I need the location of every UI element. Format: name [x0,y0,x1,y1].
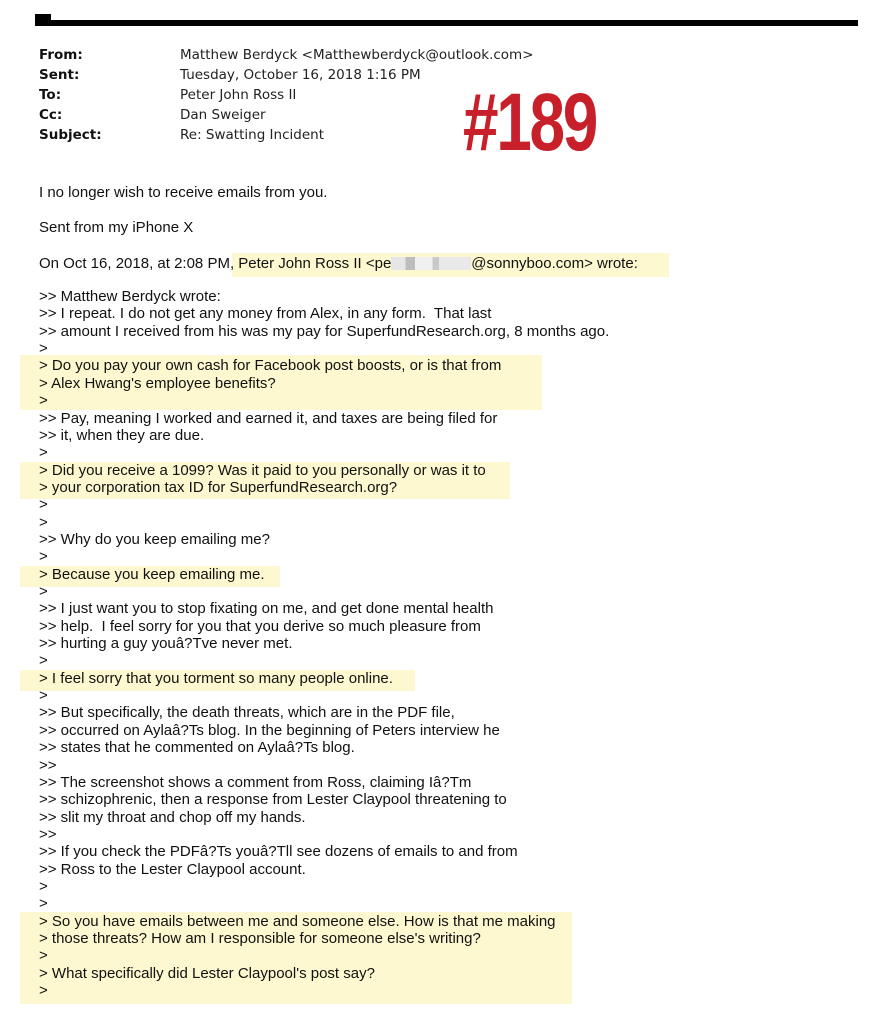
to-label: To: [39,87,62,103]
quoted-line: > [39,444,48,462]
quoted-line: > [39,513,48,531]
quoted-line: > [39,895,48,913]
quoted-line: > [39,496,48,514]
from-value: Matthew Berdyck <Matthewberdyck@outlook.com> [180,47,534,63]
exhibit-number-stamp: #189 [463,77,596,168]
top-rule [35,20,858,26]
quoted-line: > So you have emails between me and someone else. How is that me making [39,912,556,930]
quoted-line: > [39,982,48,999]
quoted-line: >> Pay, meaning I worked and earned it, and taxes are being filed for [39,409,498,427]
quoted-line: > [39,652,48,670]
signature-line: Sent from my iPhone X [39,219,194,236]
quoted-line: >> [39,756,57,774]
quoted-line: > Did you receive a 1099? Was it paid to you personally or was it to [39,461,486,479]
opening-line: I no longer wish to receive emails from you. [39,184,328,201]
quoted-line: > [39,687,48,704]
subject-label: Subject: [39,127,102,143]
quote-intro-name: Peter John Ross II <pe [238,255,392,272]
cc-value: Dan Sweiger [180,107,266,123]
quoted-line: > [39,877,48,895]
quoted-line: >> Matthew Berdyck wrote: [39,288,221,305]
quoted-line: > [39,392,48,410]
quote-intro-line [39,255,638,273]
quoted-line: >> I just want you to stop fixating on me, and get done mental health [39,600,494,618]
quoted-line: >> [39,825,57,843]
from-label: From: [39,47,83,63]
quoted-line: >> states that he commented on Aylaâ?Ts blog. [39,739,355,757]
to-value: Peter John Ross II [180,87,297,103]
quoted-line: >> hurting a guy youâ?Tve never met. [39,635,293,652]
quoted-line: >> Ross to the Lester Claypool account. [39,860,306,878]
sent-value: Tuesday, October 16, 2018 1:16 PM [180,67,421,83]
quoted-line: >> Why do you keep emailing me? [39,530,270,548]
quoted-line: >> help. I feel sorry for you that you derive so much pleasure from [39,617,481,635]
quoted-line: > Alex Hwang's employee benefits? [39,374,276,392]
quote-intro-prefix: On Oct 16, 2018, at 2:08 PM, [39,255,239,272]
quoted-line: >> amount I received from his was my pay for SuperfundResearch.org, 8 months ago. [39,322,610,340]
quoted-line: >> But specifically, the death threats, which are in the PDF file, [39,704,455,722]
quoted-line: >> If you check the PDFâ?Ts youâ?Tll see dozens of emails to and from [39,843,518,861]
quoted-line: >> schizophrenic, then a response from Lester Claypool threatening to [39,791,507,809]
quoted-line: >> I repeat. I do not get any money from Alex, in any form. That last [39,305,492,323]
cc-label: Cc: [39,107,63,123]
quoted-line: >> The screenshot shows a comment from Ross, claiming Iâ?Tm [39,773,472,791]
quoted-line: > Because you keep emailing me. [39,565,265,583]
quoted-line: > I feel sorry that you torment so many people online. [39,669,393,687]
quoted-line: > [39,548,48,566]
quoted-line: > [39,583,48,600]
quoted-line: > [39,340,48,358]
sent-label: Sent: [39,67,80,83]
quoted-line: > Do you pay your own cash for Facebook post boosts, or is that from [39,357,502,375]
quoted-line: > your corporation tax ID for SuperfundResearch.org? [39,478,398,496]
quoted-line: >> occurred on Aylaâ?Ts blog. In the beginning of Peters interview he [39,721,500,739]
quoted-line: > [39,947,48,965]
quote-intro-suffix: @sonnyboo.com> wrote: [471,255,638,272]
quoted-line: >> slit my throat and chop off my hands. [39,808,306,826]
quoted-line: > What specifically did Lester Claypool's post say? [39,964,375,982]
subject-value: Re: Swatting Incident [180,127,324,143]
quoted-line: >> it, when they are due. [39,426,205,444]
redaction-mark [391,257,471,270]
quoted-line: > those threats? How am I responsible for someone else's writing? [39,930,481,947]
